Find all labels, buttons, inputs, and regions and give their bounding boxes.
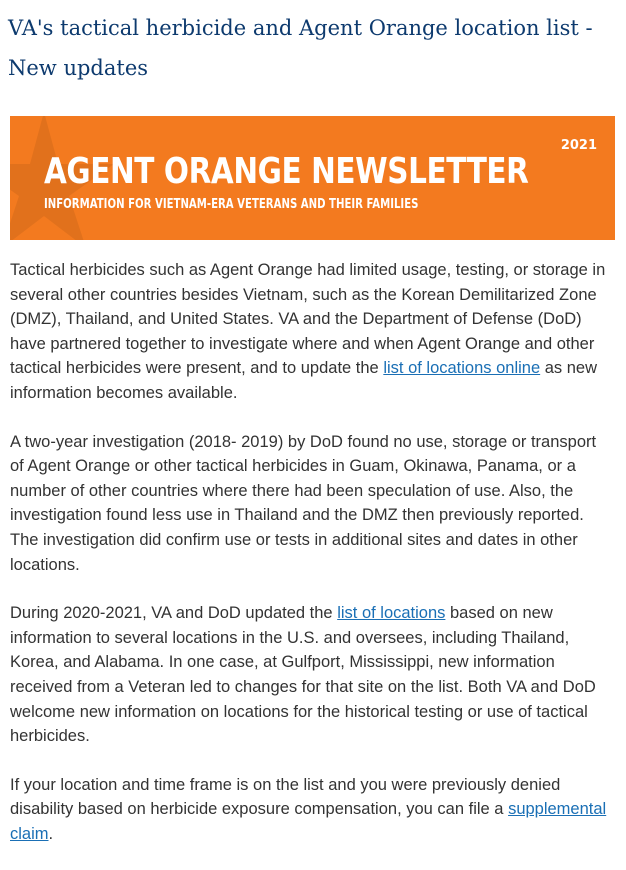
article-body [10,258,614,870]
paragraph-2: A two-year investigation (2018- 2019) by DoD found no use, storage or transport of Agent Orange or other tactical herbicides in Guam, Okinawa, Panama, or a number of other countries where there had been speculation of use. Also, the investigation found less use in Thailand and the DMZ then previously reported. The investigation did confirm use or tests in additional sites and dates in other locations. [10,432,597,574]
banner-year: 2021 [560,138,597,153]
supplemental-claim-link[interactable]: supplemental claim [10,800,607,843]
list-of-locations-link[interactable]: list of locations [337,604,446,623]
newsletter-banner [10,116,615,240]
banner-subtitle: INFORMATION FOR VIETNAM-ERA VETERANS AND THEIR FAMILIES [44,197,419,212]
paragraph-4: If your location and time frame is on the list and you were previously denied disability based on herbicide exposure compensation, you can file a supplemental claim. [10,775,607,843]
banner-title: AGENT ORANGE NEWSLETTER [44,151,529,192]
page-title: VA's tactical herbicide and Agent Orange location list - New updates [8,16,593,80]
paragraph-3: During 2020-2021, VA and DoD updated the list of locations based on new information to several locations in the U.S. and oversees, including Thailand, Korea, and Alabama. In one case, at Gulfport, Mississippi, new information received from a Veteran led to changes for that site on the list. Both VA and DoD welcome new information on locations for the historical testing or use of tactical herbicides. [10,604,596,746]
paragraph-1: Tactical herbicides such as Agent Orange had limited usage, testing, or storage in several other countries besides Vietnam, such as the Korean Demilitarized Zone (DMZ), Thailand, and United States. VA and the Department of Defense (DoD) have partnered together to investigate where and when Agent Orange and other tactical herbicides were present, and to update the list of locations online as new information becomes available. [10,261,606,402]
list-of-locations-online-link[interactable]: list of locations online [383,359,541,378]
